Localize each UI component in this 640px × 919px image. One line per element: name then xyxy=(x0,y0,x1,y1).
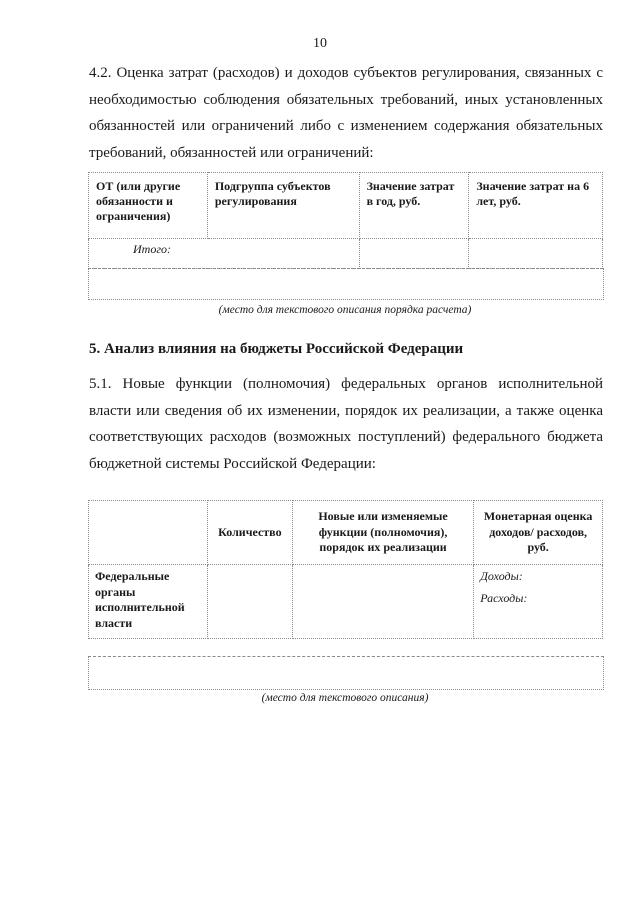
text-description-box xyxy=(88,656,604,690)
costs-table xyxy=(88,172,603,269)
header-obligations: ОТ (или другие обязанности и ограничения) xyxy=(89,173,208,239)
budget-table-row xyxy=(89,565,603,639)
income-label: Доходы: xyxy=(480,569,523,583)
total-cost-6-years xyxy=(469,239,603,269)
text-description-caption: (место для текстового описания) xyxy=(261,692,429,704)
header-cost-per-year: Значение затрат в год, руб. xyxy=(359,173,469,239)
page-number: 10 xyxy=(313,36,327,51)
costs-table-header-row xyxy=(89,173,603,239)
calculation-description-caption: (место для текстового описания порядка расчета) xyxy=(218,304,472,316)
header-subgroup: Подгруппа субъектов регулирования xyxy=(207,173,359,239)
cell-monetary-estimate xyxy=(474,565,603,639)
header-monetary-estimate: Монетарная оценка доходов/ расходов, руб. xyxy=(474,501,603,565)
header-empty xyxy=(89,501,208,565)
cell-functions xyxy=(292,565,473,639)
budget-table xyxy=(88,500,603,639)
section-5-heading: 5. Анализ влияния на бюджеты Российской Федерации xyxy=(89,341,464,357)
header-cost-6-years: Значение затрат на 6 лет, руб. xyxy=(469,173,603,239)
budget-table-header-row xyxy=(89,501,603,565)
section-4-2-text: 4.2. Оценка затрат (расходов) и доходов субъектов регулирования, связанных с необходимостью соблюдения обязательных требований, иных установленных обязанностей или ограничений либо с изменением содержания обязательных требований, обязанностей или ограничений: xyxy=(89,65,603,161)
header-functions: Новые или изменяемые функции (полномочия), порядок их реализации xyxy=(292,501,473,565)
row-label-federal-bodies: Федеральные органы исполнительной власти xyxy=(89,565,208,639)
total-label: Итого: xyxy=(89,239,360,269)
expense-label: Расходы: xyxy=(480,590,528,605)
costs-table-total-row xyxy=(89,239,603,269)
cell-quantity xyxy=(207,565,292,639)
header-quantity: Количество xyxy=(207,501,292,565)
section-5-1-text: 5.1. Новые функции (полномочия) федеральных органов исполнительной власти или сведения об их изменении, порядок их реализации, а также оценка соответствующих расходов (возможных поступлений) федерального бюджета бюджетной системы Российской Федерации: xyxy=(89,376,603,472)
calculation-description-box xyxy=(88,268,604,300)
total-cost-per-year xyxy=(359,239,469,269)
